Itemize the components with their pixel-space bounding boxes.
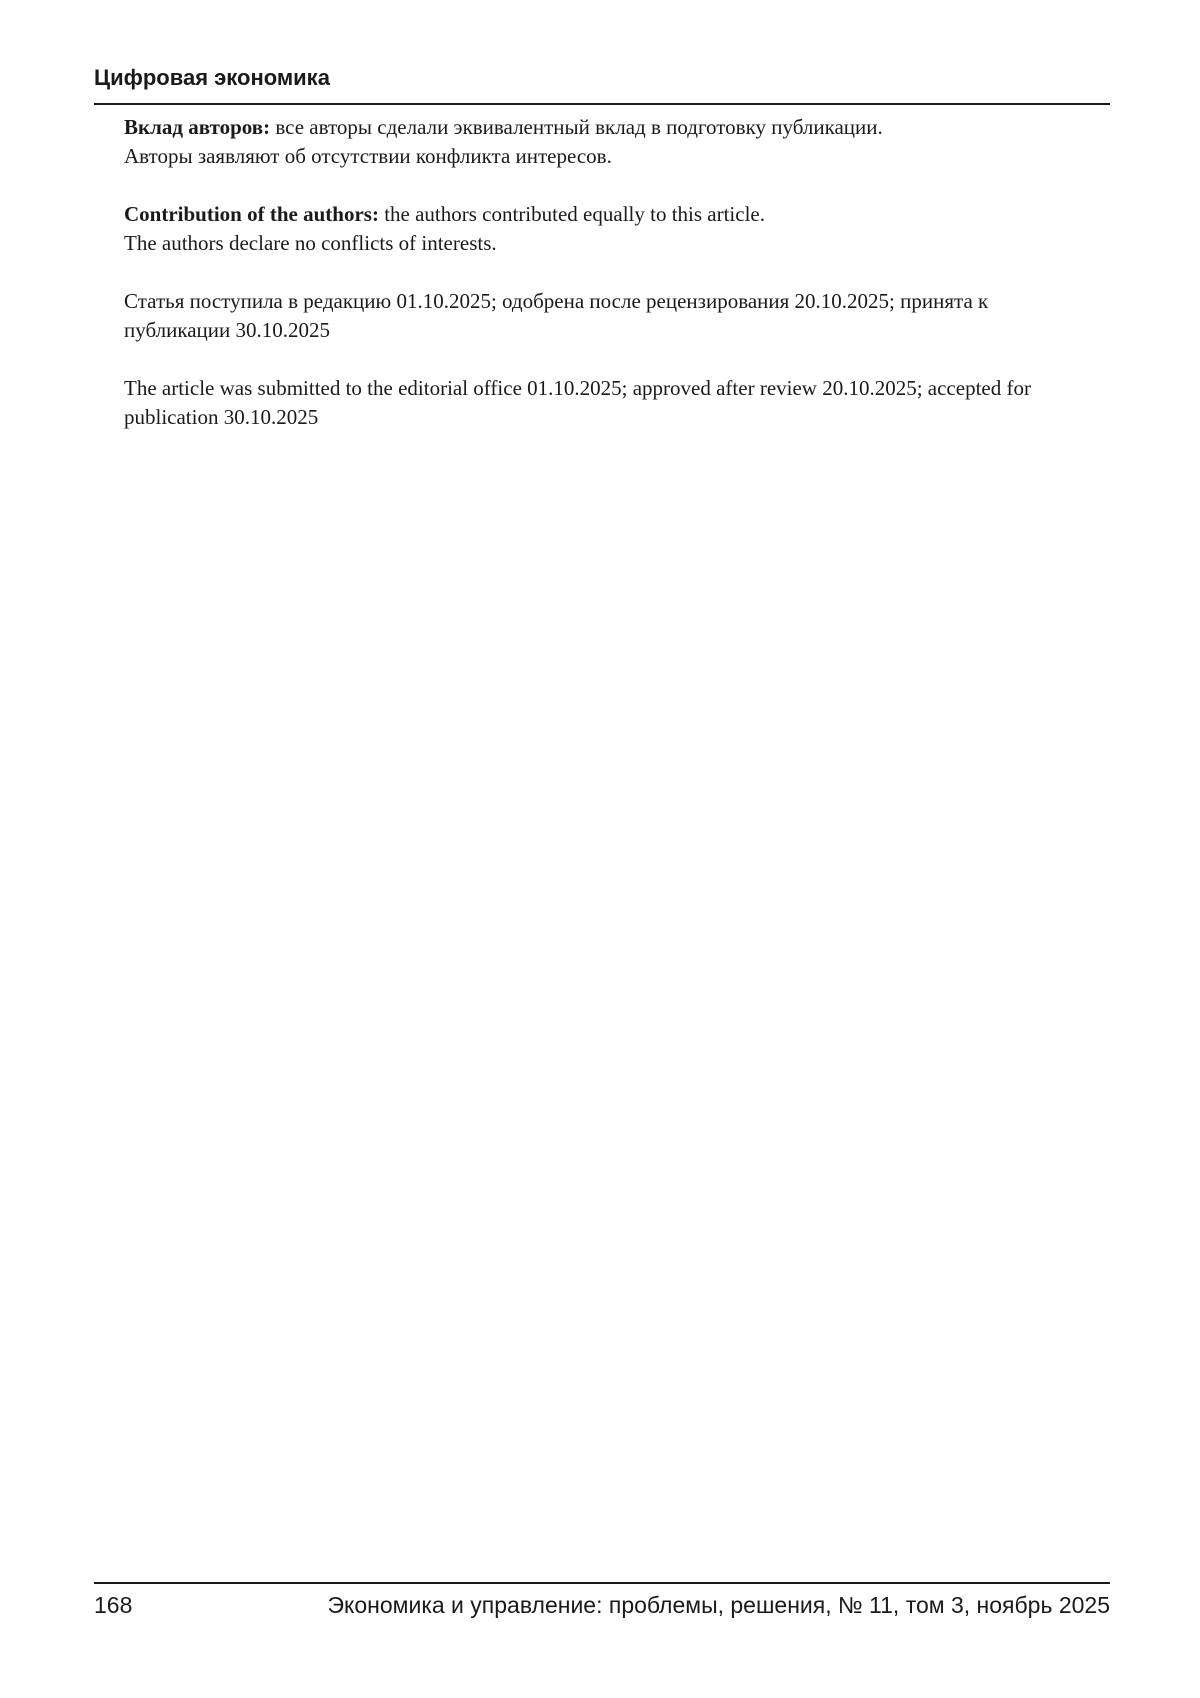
running-head-section-title: Цифровая экономика (94, 65, 330, 90)
contribution-en-label: Contribution of the authors: (124, 202, 379, 226)
header-divider (94, 103, 1110, 105)
page-number: 168 (94, 1592, 133, 1618)
journal-issue-info: Экономика и управление: проблемы, решения, № 11, том 3, ноябрь 2025 (327, 1592, 1110, 1618)
contribution-ru-label: Вклад авторов: (124, 115, 271, 139)
article-history-ru: Статья поступила в редакцию 01.10.2025; одобрена после рецензирования 20.10.2025; принята к публикации 30.10.2025 (124, 289, 989, 342)
contribution-ru-text: все авторы сделали эквивалентный вклад в подготовку публикации. (270, 115, 883, 139)
contribution-ru-block (124, 113, 1094, 171)
conflict-ru-text: Авторы заявляют об отсутствии конфликта интересов. (124, 144, 612, 168)
contribution-en-line (124, 200, 1094, 229)
contribution-en-text: the authors contributed equally to this article. (378, 202, 765, 226)
conflict-en-text: The authors declare no conflicts of interests. (124, 231, 497, 255)
article-back-matter (124, 113, 1094, 461)
contribution-ru-line (124, 113, 1094, 142)
article-history-en: The article was submitted to the editorial office 01.10.2025; approved after review 20.10.2025; accepted for publication 30.10.2025 (124, 376, 1031, 429)
contribution-en-block (124, 200, 1094, 258)
footer-divider (94, 1582, 1110, 1584)
